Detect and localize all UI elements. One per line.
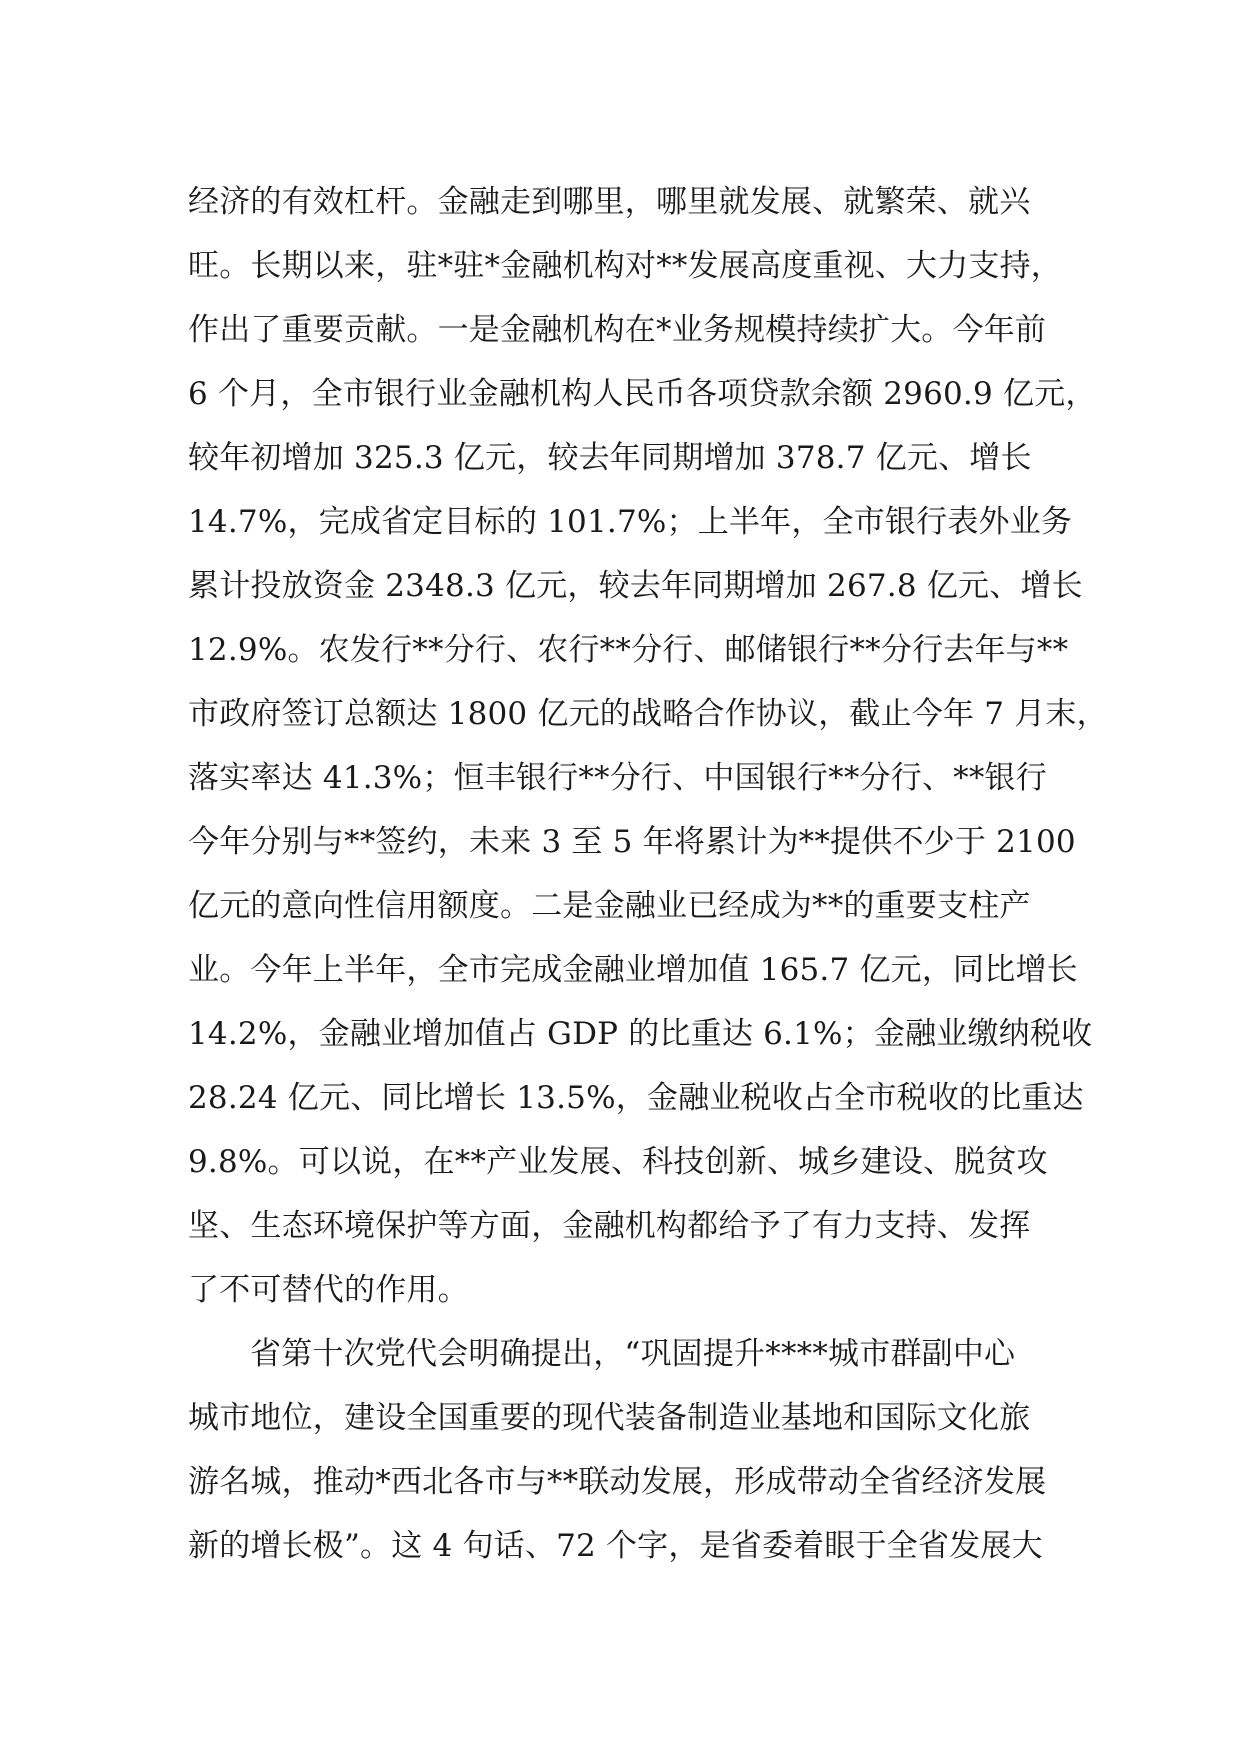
text-line: 坚、生态环境保护等方面，金融机构都给予了有力支持、发挥	[188, 1208, 1031, 1244]
text-line: 经济的有效杠杆。金融走到哪里，哪里就发展、就繁荣、就兴	[188, 184, 1031, 220]
text-line: 14.2%，金融业增加值占 GDP 的比重达 6.1%；金融业缴纳税收	[188, 1016, 1093, 1052]
text-line: 城市地位，建设全国重要的现代装备制造业基地和国际文化旅	[188, 1400, 1031, 1436]
paragraph-2	[188, 1322, 1088, 1578]
text-line: 省第十次党代会明确提出，“巩固提升****城市群副中心	[250, 1336, 1016, 1372]
text-line: 旺。长期以来，驻*驻*金融机构对**发展高度重视、大力支持，	[188, 248, 1062, 284]
text-line: 亿元的意向性信用额度。二是金融业已经成为**的重要支柱产	[188, 888, 1031, 924]
text-line: 较年初增加 325.3 亿元，较去年同期增加 378.7 亿元、增长	[188, 440, 1032, 476]
text-line: 了不可替代的作用。	[188, 1272, 469, 1308]
text-line: 新的增长极”。这 4 句话、72 个字，是省委着眼于全省发展大	[188, 1528, 1043, 1564]
text-line: 市政府签订总额达 1800 亿元的战略合作协议，截止今年 7 月末，	[188, 696, 1108, 732]
text-line: 12.9%。农发行**分行、农行**分行、邮储银行**分行去年与**	[188, 632, 1069, 668]
text-line: 累计投放资金 2348.3 亿元，较去年同期增加 267.8 亿元、增长	[188, 568, 1083, 604]
text-line: 今年分别与**签约，未来 3 至 5 年将累计为**提供不少于 2100	[188, 824, 1076, 860]
body-text	[188, 170, 1108, 1578]
paragraph-1	[188, 170, 1108, 1322]
text-line: 游名城，推动*西北各市与**联动发展，形成带动全省经济发展	[188, 1464, 1047, 1500]
text-line: 落实率达 41.3%；恒丰银行**分行、中国银行**分行、**银行	[188, 760, 1047, 796]
text-line: 业。今年上半年，全市完成金融业增加值 165.7 亿元，同比增长	[188, 952, 1078, 988]
text-line: 6 个月，全市银行业金融机构人民币各项贷款余额 2960.9 亿元，	[188, 376, 1097, 412]
text-line: 作出了重要贡献。一是金融机构在*业务规模持续扩大。今年前	[188, 312, 1047, 348]
text-line: 14.7%，完成省定目标的 101.7%；上半年，全市银行表外业务	[188, 504, 1073, 540]
text-line: 28.24 亿元、同比增长 13.5%，金融业税收占全市税收的比重达	[188, 1080, 1084, 1116]
text-line: 9.8%。可以说，在**产业发展、科技创新、城乡建设、脱贫攻	[188, 1144, 1048, 1180]
